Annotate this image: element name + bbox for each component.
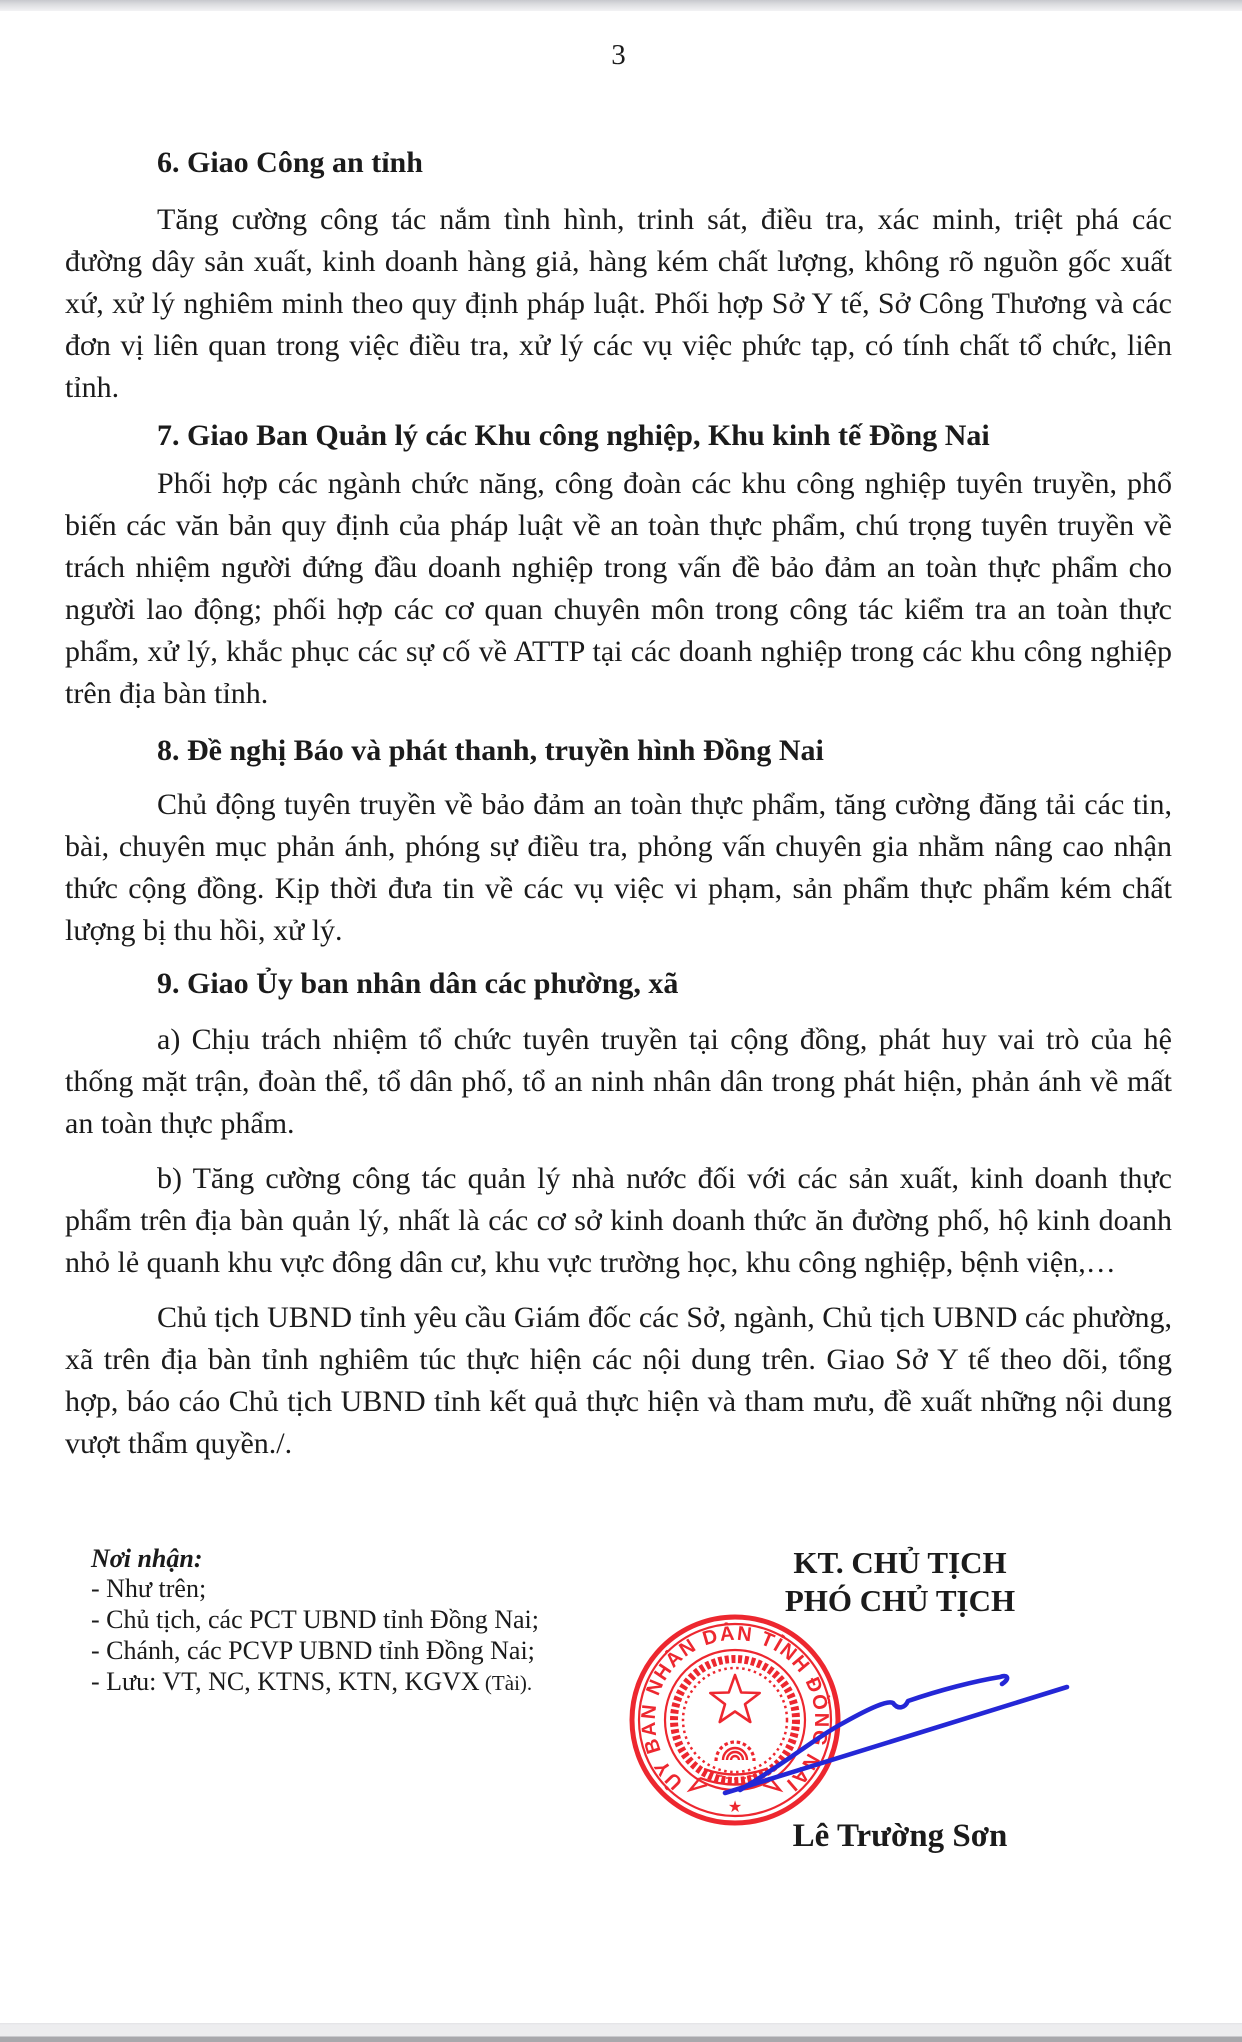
- signature-title-block: [650, 1544, 1150, 1620]
- section-8-paragraph: Chủ động tuyên truyền về bảo đảm an toàn thực phẩm, tăng cường đăng tải các tin, bài, chuyên mục phản ánh, phóng sự điều tra, phỏng vấn chuyên gia nhằm nâng cao nhận thức cộng đồng. Kịp thời đưa tin về các vụ việc vi phạm, sản phẩm thực phẩm kém chất lượng bị thu hồi, xử lý.: [65, 788, 1172, 947]
- archive-note: (Tài).: [479, 1671, 533, 1695]
- signature-flourish-stroke: [740, 1676, 1007, 1790]
- recipient-item: - Như trên;: [91, 1574, 207, 1603]
- signer-name: Lê Trường Sơn: [792, 1818, 1008, 1854]
- section-9-paragraph-a: a) Chịu trách nhiệm tổ chức tuyên truyền tại cộng đồng, phát huy vai trò của hệ thống mặt trận, đoàn thể, tổ dân phố, tổ an ninh nhân dân trong phát hiện, phản ánh về mất an toàn thực phẩm.: [65, 1023, 1172, 1140]
- page-number: 3: [611, 39, 626, 71]
- recipient-item: - Chánh, các PCVP UBND tỉnh Đồng Nai;: [91, 1636, 535, 1665]
- signature-underline-stroke: [725, 1687, 1067, 1793]
- recipient-item: - Chủ tịch, các PCT UBND tỉnh Đồng Nai;: [91, 1605, 539, 1634]
- closing-paragraph: Chủ tịch UBND tỉnh yêu cầu Giám đốc các Sở, ngành, Chủ tịch UBND các phường, xã trên địa bàn tỉnh nghiêm túc thực hiện các nội dung trên. Giao Sở Y tế theo dõi, tổng hợp, báo cáo Chủ tịch UBND tỉnh kết quả thực hiện và tham mưu, đề xuất những nội dung vượt thẩm quyền./.: [65, 1301, 1172, 1460]
- recipients-label: Nơi nhận:: [91, 1544, 203, 1573]
- handwritten-signature: [700, 1660, 1080, 1810]
- document-page: [0, 11, 1242, 1465]
- section-9-heading: 9. Giao Ủy ban nhân dân các phường, xã: [157, 967, 679, 1000]
- viewer-top-edge: [0, 0, 1242, 11]
- section-6-heading: 6. Giao Công an tỉnh: [157, 146, 423, 179]
- recipient-item: [91, 1666, 539, 1699]
- viewer-bottom-edge: [0, 2023, 1242, 2042]
- seal-bottom-star: ★: [727, 1799, 743, 1816]
- section-7-paragraph: Phối hợp các ngành chức năng, công đoàn các khu công nghiệp tuyên truyền, phổ biến các văn bản quy định của pháp luật về an toàn thực phẩm, chú trọng tuyên truyền về trách nhiệm người đứng đầu doanh nghiệp trong vấn đề bảo đảm an toàn thực phẩm cho người lao động; phối hợp các cơ quan chuyên môn trong công tác kiểm tra an toàn thực phẩm, xử lý, khắc phục các sự cố về ATTP tại các doanh nghiệp trong các khu công nghiệp trên địa bàn tỉnh.: [65, 467, 1172, 710]
- section-6-paragraph: Tăng cường công tác nắm tình hình, trinh sát, điều tra, xác minh, triệt phá các đường dây sản xuất, kinh doanh hàng giả, hàng kém chất lượng, không rõ nguồn gốc xuất xứ, xử lý nghiêm minh theo quy định pháp luật. Phối hợp Sở Y tế, Sở Công Thương và các đơn vị liên quan trong việc điều tra, xử lý các vụ việc phức tạp, có tính chất tổ chức, liên tỉnh.: [65, 203, 1172, 404]
- signer-title-line1: KT. CHỦ TỊCH: [793, 1545, 1007, 1580]
- section-7-heading: 7. Giao Ban Quản lý các Khu công nghiệp, Khu kinh tế Đồng Nai: [157, 419, 990, 452]
- section-9-paragraph-b: b) Tăng cường công tác quản lý nhà nước đối với các sản xuất, kinh doanh thực phẩm trên địa bàn quản lý, nhất là các cơ sở kinh doanh thức ăn đường phố, hộ kinh doanh nhỏ lẻ quanh khu vực đông dân cư, khu vực trường học, khu công nghiệp, bệnh viện,…: [65, 1162, 1172, 1279]
- archive-list: - Lưu: VT, NC, KTNS, KTN, KGVX: [91, 1667, 480, 1696]
- seal-text: ỦY BAN NHÂN DÂN TỈNH ĐỒNG NAI: [637, 1622, 833, 1796]
- section-8-heading: 8. Đề nghị Báo và phát thanh, truyền hình Đồng Nai: [157, 734, 824, 767]
- signer-title-line2: PHÓ CHỦ TỊCH: [784, 1583, 1016, 1618]
- recipients-block: [91, 1545, 539, 1699]
